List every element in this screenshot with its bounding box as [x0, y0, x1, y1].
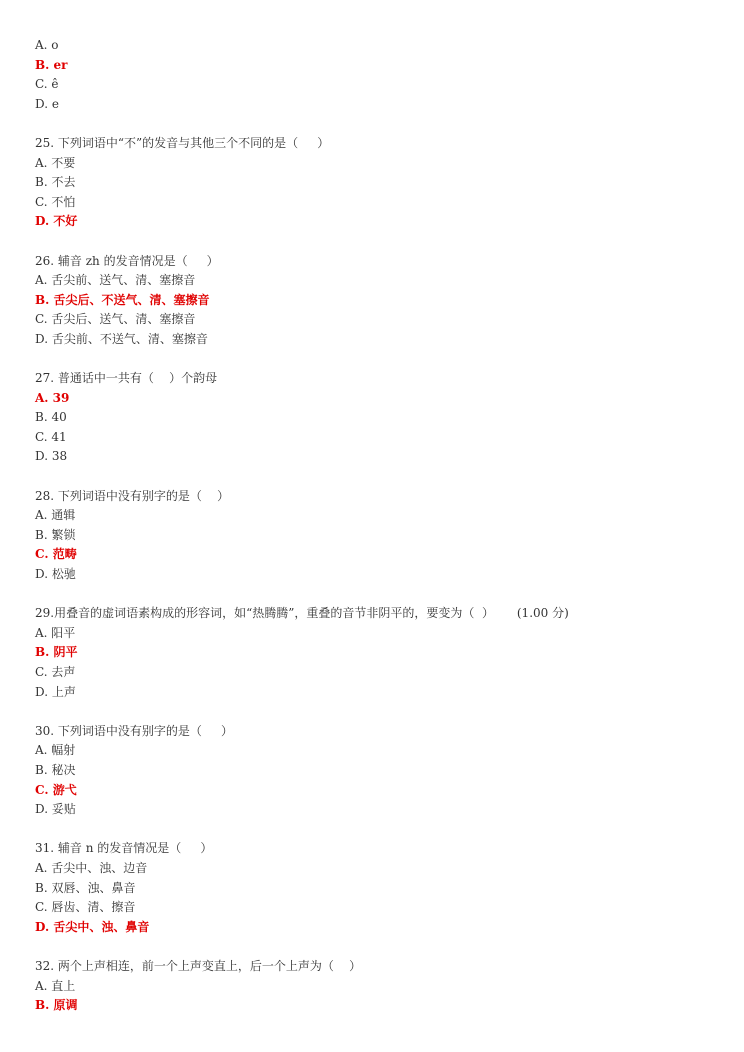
- question-text: 27. 普通话中一共有（ ）个韵母: [35, 371, 218, 386]
- block-spacer: [35, 350, 715, 370]
- question-block: [35, 722, 715, 820]
- answer-option: C. 去声: [35, 665, 76, 679]
- question-text: 28. 下列词语中没有别字的是（ ）: [35, 488, 230, 503]
- question-block: [35, 487, 715, 585]
- block-spacer: [35, 585, 715, 605]
- answer-option: A. 舌尖前、送气、清、塞擦音: [35, 273, 196, 288]
- answer-option: C. 唇齿、清、擦音: [35, 900, 136, 915]
- correct-answer-option: B. 阴平: [35, 645, 78, 660]
- answer-option: B. 繁锁: [35, 527, 76, 542]
- correct-answer-option: C. 游弋: [35, 782, 77, 797]
- question-text: 29.用叠音的虚词语素构成的形容词，如“热腾腾”，重叠的音节非阴平的，要变为（ ） (1.00 分): [35, 606, 569, 621]
- question-text: 25. 下列词语中“不”的发音与其他三个不同的是（ ）: [35, 135, 330, 150]
- question-block: [35, 839, 715, 937]
- answer-option: A. 舌尖中、浊、边音: [35, 860, 148, 875]
- answer-option: B. 秘决: [35, 762, 76, 777]
- correct-answer-option: D. 不好: [35, 214, 78, 229]
- correct-answer-option: C. 范畴: [35, 547, 77, 562]
- answer-option: A. 幅射: [35, 743, 76, 758]
- correct-answer-option: B. er: [35, 57, 68, 72]
- question-block: [35, 604, 715, 702]
- question-block: [35, 134, 715, 232]
- block-spacer: [35, 702, 715, 722]
- question-block: [35, 957, 715, 1016]
- answer-option: A. 阳平: [35, 625, 76, 640]
- block-spacer: [35, 467, 715, 487]
- answer-option: A. 不要: [35, 155, 76, 170]
- question-block: [35, 36, 715, 114]
- correct-answer-option: A. 39: [35, 390, 70, 405]
- block-spacer: [35, 820, 715, 840]
- correct-answer-option: B. 原调: [35, 998, 78, 1013]
- answer-option: D. 38: [35, 449, 68, 464]
- answer-option: B. 双唇、浊、鼻音: [35, 880, 136, 895]
- block-spacer: [35, 937, 715, 957]
- answer-option: C. 舌尖后、送气、清、塞擦音: [35, 312, 196, 327]
- question-text: 32. 两个上声相连，前一个上声变直上，后一个上声为（ ）: [35, 958, 362, 973]
- answer-option: C. ê: [35, 77, 59, 92]
- question-text: 26. 辅音 zh 的发音情况是（ ）: [35, 253, 219, 268]
- answer-option: D. 上声: [35, 684, 76, 699]
- block-spacer: [35, 232, 715, 252]
- answer-option: A. o: [35, 38, 59, 52]
- answer-option: C. 41: [35, 429, 67, 444]
- answer-option: D. e: [35, 96, 59, 111]
- quiz-page: [35, 36, 715, 1016]
- question-block: [35, 369, 715, 467]
- answer-option: A. 直上: [35, 978, 76, 993]
- block-spacer: [35, 114, 715, 134]
- correct-answer-option: D. 舌尖中、浊、鼻音: [35, 919, 150, 934]
- correct-answer-option: B. 舌尖后、不送气、清、塞擦音: [35, 292, 210, 307]
- answer-option: B. 不去: [35, 175, 76, 190]
- question-text: 30. 下列词语中没有别字的是（ ）: [35, 723, 233, 738]
- question-text: 31. 辅音 n 的发音情况是（ ）: [35, 841, 213, 856]
- answer-option: D. 松驰: [35, 567, 76, 582]
- answer-option: A. 通辑: [35, 508, 76, 523]
- answer-option: D. 舌尖前、不送气、清、塞擦音: [35, 331, 208, 346]
- question-block: [35, 252, 715, 350]
- answer-option: C. 不怕: [35, 194, 76, 209]
- answer-option: D. 妥贴: [35, 802, 76, 817]
- answer-option: B. 40: [35, 410, 67, 425]
